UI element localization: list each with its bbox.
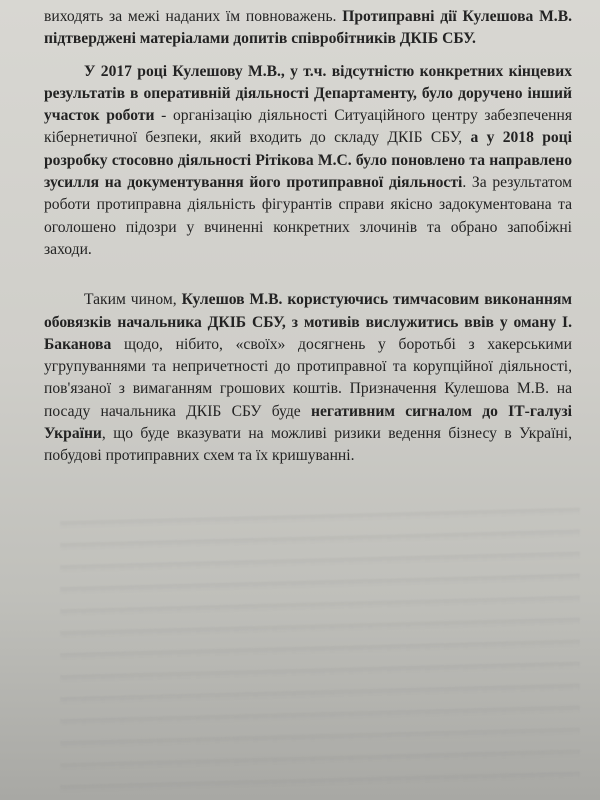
text-run: - організацію діяльності Ситуаційного центру забезпечення кібернетичної безпеки, який входить до складу ДКІБ СБУ,: [44, 107, 572, 147]
text-run-bold: Протиправні дії Кулешова М.В. підтверджені матеріалами допитів співробітників ДКІБ СБУ.: [44, 8, 572, 48]
text-run-bold: У 2017 році Кулешову М.В., у т.ч. відсутністю конкретних кінцевих результатів в оперативній діяльності Департаменту, було доручено інший участок роботи: [44, 62, 572, 125]
text-run: щодо, нібито, «своїх» досягнень у боротьбі з хакерськими угрупуваннями та непричетності до протиправної та корупційної діяльності, пов'язаної з вимаганням грошових коштів. Призначення Кулешова М.В. на посаду начальника ДКІБ СБУ буде: [44, 335, 572, 420]
text-run: . За результатом роботи протиправна діяльність фігурантів справи якісно задокументована та оголошено підозри у вчиненні конкретних злочинів та обрано запобіжні заходи.: [44, 174, 572, 258]
paragraph-2: [44, 61, 572, 262]
paragraph-3: [44, 289, 572, 467]
text-run: , що буде вказувати на можливі ризики ведення бізнесу в Україні, побудові протиправних схем та їх кришуванні.: [44, 425, 572, 465]
text-run: виходять за межі наданих їм повноважень.: [44, 8, 343, 25]
paragraph-1: [44, 6, 572, 51]
text-run-bold: а у 2018 році розробку стосовно діяльності Рітікова М.С. було поновлено та направлено зусилля на документування його протиправної діяльності: [44, 129, 572, 192]
reverse-side-show-through: [60, 493, 580, 800]
text-run-bold: негативним сигналом до ІТ-галузі України: [44, 402, 573, 443]
document-body: [44, 6, 572, 468]
text-run: Таким чином,: [84, 291, 182, 309]
text-run-bold: Кулешов М.В. користуючись тимчасовим виконанням обовязків начальника ДКІБ СБУ, з мотивів вислужитись ввів у оману І. Баканова: [44, 291, 572, 353]
